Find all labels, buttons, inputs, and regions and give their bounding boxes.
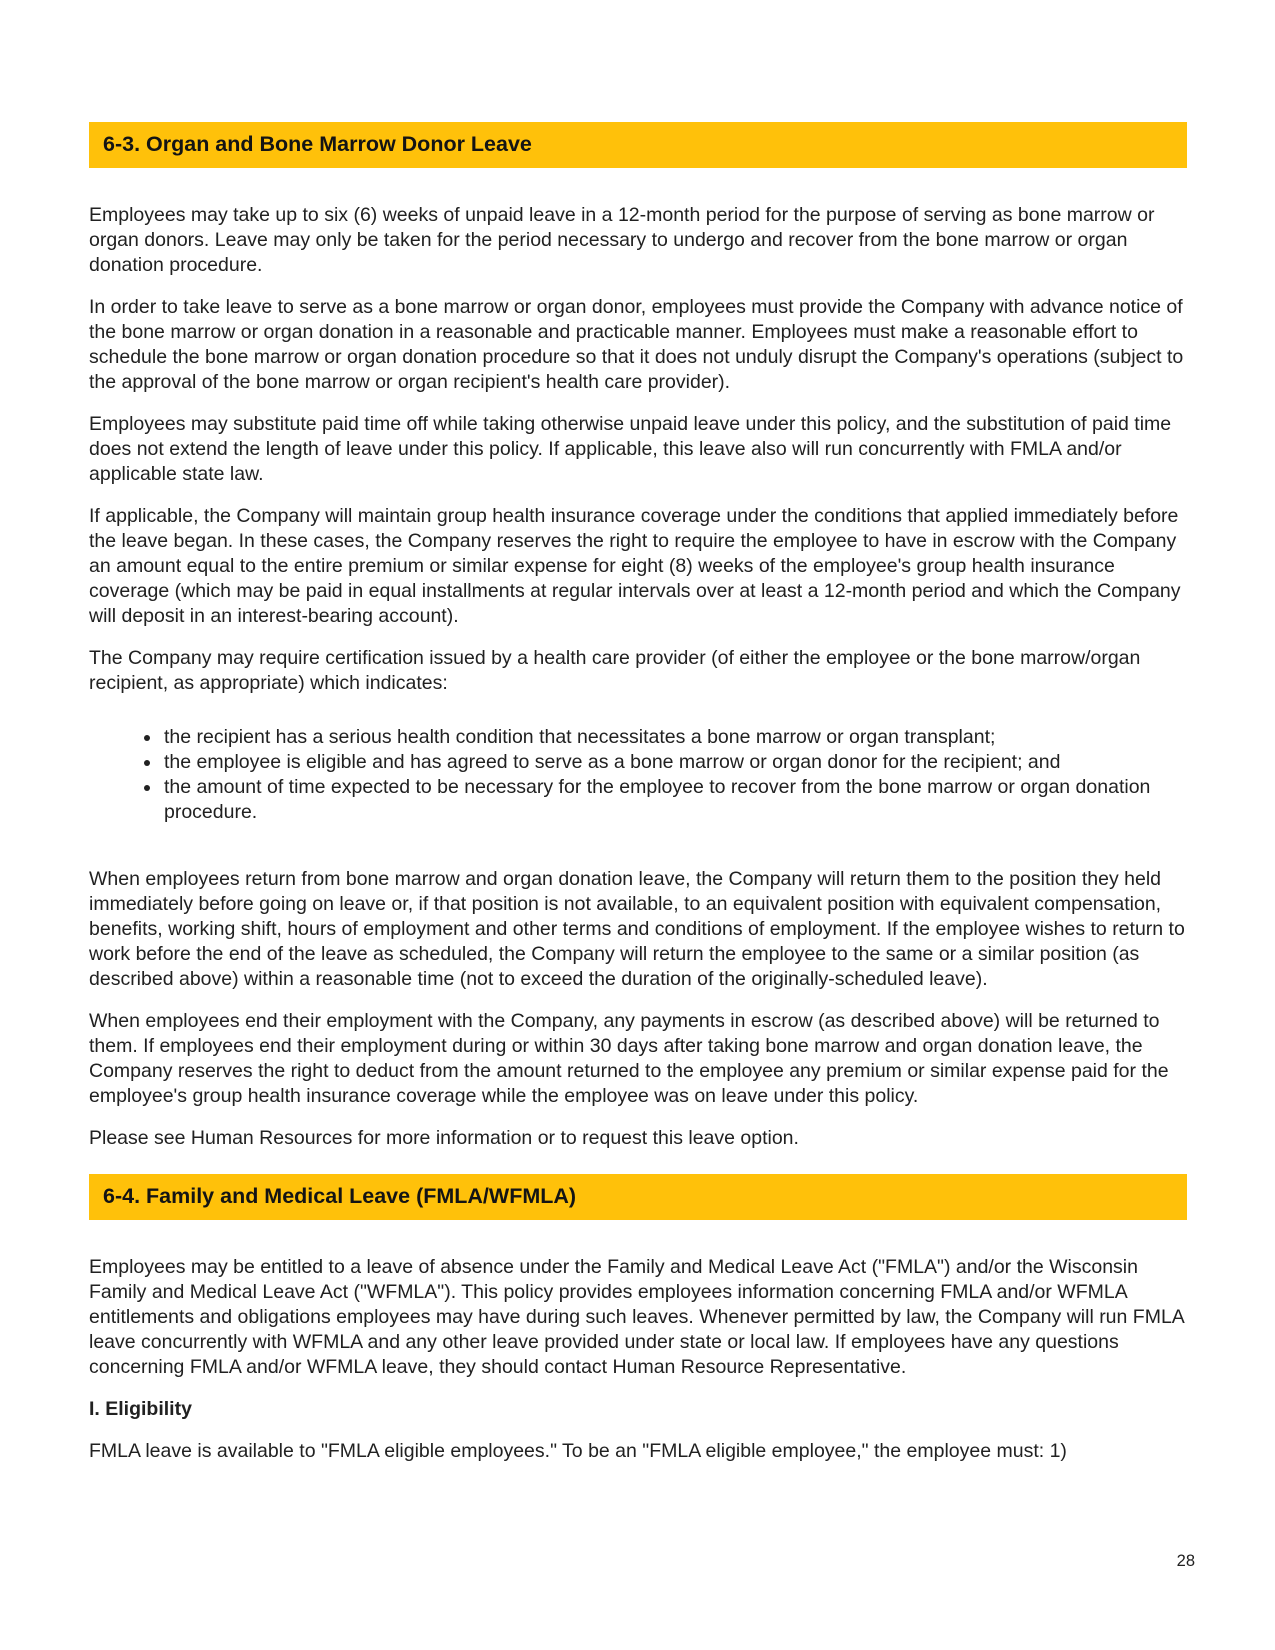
paragraph: When employees end their employment with the Company, any payments in escrow (as described above) will be returned to them. If employees end their employment during or within 30 days after taking bone marrow and organ donation leave, the Company reserves the right to deduct from the amount returned to the employee any premium or similar expense paid for the employee's group health insurance coverage while the employee was on leave under this policy. [89,1010,1169,1107]
paragraph: If applicable, the Company will maintain group health insurance coverage under the conditions that applied immediately before the leave began. In these cases, the Company reserves the right to require the employee to have in escrow with the Company an amount equal to the entire premium or similar expense for eight (8) weeks of the employee's group health insurance coverage (which may be paid in equal installments at regular intervals over at least a 12-month period and which the Company will deposit in an interest-bearing account). [89,505,1181,627]
paragraph: Employees may substitute paid time off while taking otherwise unpaid leave under this policy, and the substitution of paid time does not extend the length of leave under this policy. If applicable, this leave also will run concurrently with FMLA and/or applicable state law. [89,413,1172,485]
section-title: 6-3. Organ and Bone Marrow Donor Leave [103,132,532,157]
paragraph: Employees may be entitled to a leave of absence under the Family and Medical Leave Act ("FMLA") and/or the Wisconsin Family and Medical Leave Act ("WFMLA"). This policy provides employees information concerning FMLA and/or WFMLA entitlements and obligations employees may have during such leaves. Whenever permitted by law, the Company will run FMLA leave concurrently with WFMLA and any other leave provided under state or local law. If employees have any questions concerning FMLA and/or WFMLA leave, they should contact Human Resource Representative. [89,1256,1184,1378]
paragraph: When employees return from bone marrow and organ donation leave, the Company will return them to the position they held immediately before going on leave or, if that position is not available, to an equivalent position with equivalent compensation, benefits, working shift, hours of employment and other terms and conditions of employment. If the employee wishes to return to work before the end of the leave as scheduled, the Company will return the employee to the same or a similar position (as described above) within a reasonable time (not to exceed the duration of the originally-scheduled leave). [89,868,1185,990]
paragraph: FMLA leave is available to "FMLA eligible employees." To be an "FMLA eligible employee," the employee must: 1) [89,1440,1067,1462]
section-header-organ-donor-leave [89,122,1187,168]
bullet-item: • the employee is eligible and has agreed to serve as a bone marrow or organ donor for the recipient; and [162,750,1187,775]
bullet-item: • the amount of time expected to be necessary for the employee to recover from the bone marrow or organ donation procedure. [162,775,1187,825]
paragraph: Please see Human Resources for more information or to request this leave option. [89,1127,799,1149]
certification-bullet-list [89,725,1187,825]
paragraph: Employees may take up to six (6) weeks of unpaid leave in a 12-month period for the purpose of serving as bone marrow or organ donors. Leave may only be taken for the period necessary to undergo and recover from the bone marrow or organ donation procedure. [89,204,1155,276]
page-number: 28 [1176,1552,1195,1570]
section-header-fmla-leave [89,1174,1187,1220]
bullet-item: • the recipient has a serious health condition that necessitates a bone marrow or organ transplant; [162,725,1187,750]
paragraph: In order to take leave to serve as a bone marrow or organ donor, employees must provide the Company with advance notice of the bone marrow or organ donation in a reasonable and practicable manner. Employees must make a reasonable effort to schedule the bone marrow or organ donation procedure so that it does not unduly disrupt the Company's operations (subject to the approval of the bone marrow or organ recipient's health care provider). [89,296,1184,393]
page-content [89,0,1187,1481]
paragraph: The Company may require certification issued by a health care provider (of either the employee or the bone marrow/organ recipient, as appropriate) which indicates: [89,647,1141,694]
eligibility-subheading: I. Eligibility [89,1398,192,1420]
section-title: 6-4. Family and Medical Leave (FMLA/WFMLA) [103,1184,577,1209]
